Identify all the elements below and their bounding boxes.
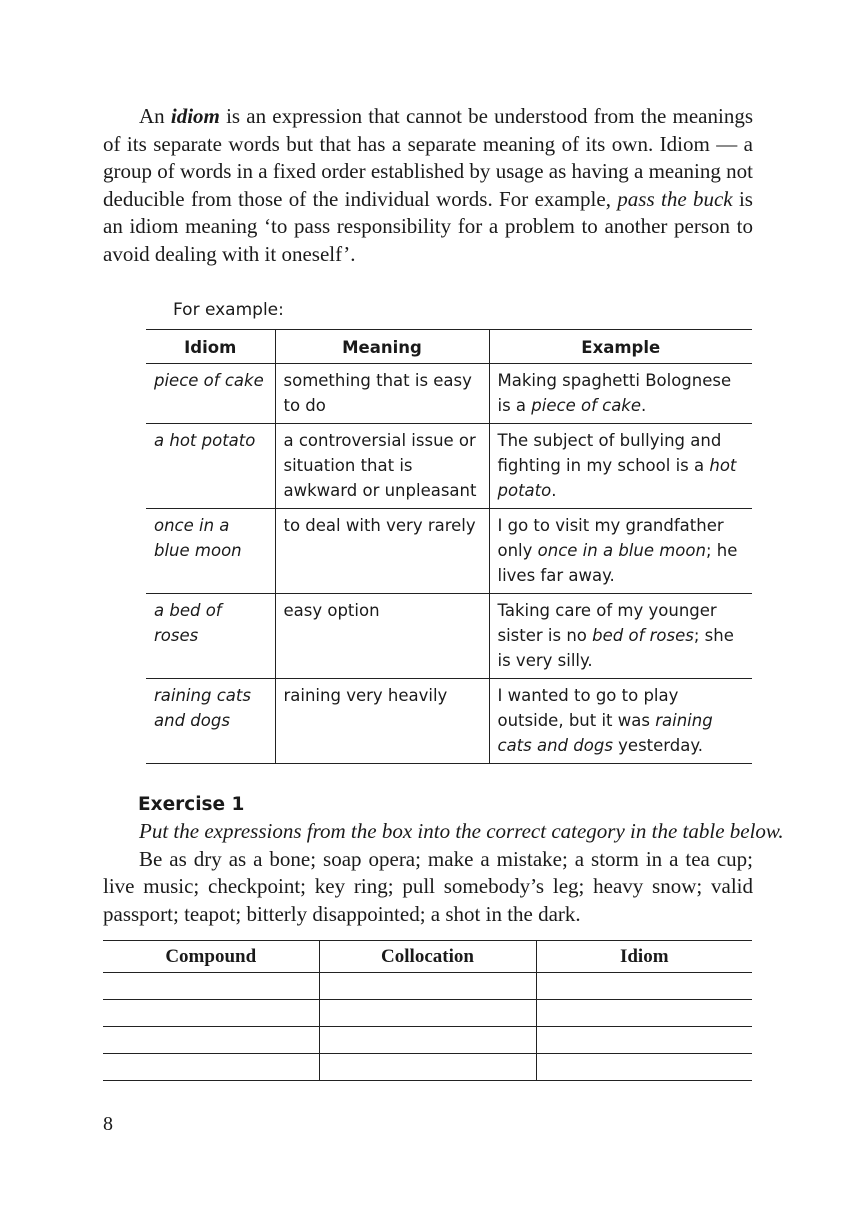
idiom-cell: once in a blue moon	[146, 509, 275, 594]
meaning-cell: easy option	[275, 594, 489, 679]
idiom-table	[146, 329, 752, 764]
example-text-end: yesterday.	[612, 736, 704, 755]
empty-answer-cell	[536, 1054, 752, 1081]
intro-example-rest: is an idiom meaning ‘to pass responsibility for a problem to another person to avoid dealing with it oneself’.	[103, 186, 753, 266]
header-example: Example	[489, 330, 752, 364]
example-text-end: ; he lives far away.	[497, 541, 738, 585]
example-cell	[489, 594, 752, 679]
intro-term: idiom	[170, 104, 220, 128]
intro-paragraph	[103, 103, 753, 268]
table-row	[146, 679, 752, 764]
table-row	[146, 509, 752, 594]
example-text-end: .	[641, 396, 647, 415]
example-idiom: hot potato	[497, 456, 737, 500]
exercise-body	[103, 818, 784, 928]
table-row	[146, 424, 752, 509]
table-row	[103, 1027, 752, 1054]
intro-example-idiom: pass the buck	[617, 186, 733, 211]
meaning-cell: something that is easy to do	[275, 364, 489, 424]
example-text-end: .	[551, 481, 557, 500]
example-text: I wanted to go to play outside, but it was	[497, 686, 679, 730]
example-idiom: once in a blue moon	[537, 541, 706, 560]
table-row	[103, 1000, 752, 1027]
example-label: For example:	[173, 300, 284, 320]
example-text: I go to visit my grandfather only	[497, 516, 724, 560]
category-table	[103, 940, 752, 1081]
example-cell	[489, 364, 752, 424]
idiom-cell: piece of cake	[146, 364, 275, 424]
example-idiom: piece of cake	[531, 396, 642, 415]
intro-lead: An	[139, 104, 171, 128]
example-text-end: ; she is very silly.	[497, 626, 734, 670]
header-meaning: Meaning	[275, 330, 489, 364]
idiom-cell: a hot potato	[146, 424, 275, 509]
table-row	[103, 973, 752, 1000]
idiom-table-header	[146, 330, 752, 364]
empty-answer-cell	[319, 973, 536, 1000]
idiom-cell: raining cats and dogs	[146, 679, 275, 764]
example-text: The subject of bullying and fighting in my school is a	[497, 431, 722, 475]
empty-answer-cell	[103, 1000, 319, 1027]
example-cell	[489, 679, 752, 764]
empty-answer-cell	[536, 973, 752, 1000]
idiom-cell: a bed of roses	[146, 594, 275, 679]
page-number: 8	[103, 1113, 113, 1135]
category-table-header	[103, 941, 752, 973]
empty-answer-cell	[103, 973, 319, 1000]
example-text: Making spaghetti Bolognese is a	[497, 371, 732, 415]
empty-answer-cell	[103, 1027, 319, 1054]
example-cell	[489, 509, 752, 594]
meaning-cell: a controversial issue or situation that is awkward or unpleasant	[275, 424, 489, 509]
empty-answer-cell	[319, 1054, 536, 1081]
empty-answer-cell	[319, 1000, 536, 1027]
header-compound: Compound	[103, 941, 319, 973]
table-row	[103, 1054, 752, 1081]
header-idiom-category: Idiom	[536, 941, 752, 973]
table-row	[146, 594, 752, 679]
exercise-title: Exercise 1	[138, 794, 245, 815]
example-text: Taking care of my younger sister is no	[497, 601, 717, 645]
empty-answer-cell	[536, 1027, 752, 1054]
exercise-expressions: Be as dry as a bone; soap opera; make a mistake; a storm in a tea cup; live music; checkpoint; key ring; pull somebody’s leg; heavy snow; valid passport; teapot; bitterly disappointed; a shot in the dark.	[103, 846, 753, 926]
meaning-cell: raining very heavily	[275, 679, 489, 764]
exercise-instruction: Put the expressions from the box into the correct category in the table below.	[139, 819, 784, 843]
example-idiom: bed of roses	[592, 626, 694, 645]
table-row	[146, 364, 752, 424]
empty-answer-cell	[536, 1000, 752, 1027]
intro-definition: is an expression that cannot be understood from the meanings of its separate words but that has a separate meaning of its own. Idiom — a group of words in a fixed order established by usage as having a meaning not deducible from those of the individual words. For example,	[103, 104, 753, 211]
example-cell	[489, 424, 752, 509]
empty-answer-cell	[103, 1054, 319, 1081]
header-collocation: Collocation	[319, 941, 536, 973]
meaning-cell: to deal with very rarely	[275, 509, 489, 594]
example-idiom: raining cats and dogs	[497, 711, 713, 755]
header-idiom: Idiom	[146, 330, 275, 364]
empty-answer-cell	[319, 1027, 536, 1054]
